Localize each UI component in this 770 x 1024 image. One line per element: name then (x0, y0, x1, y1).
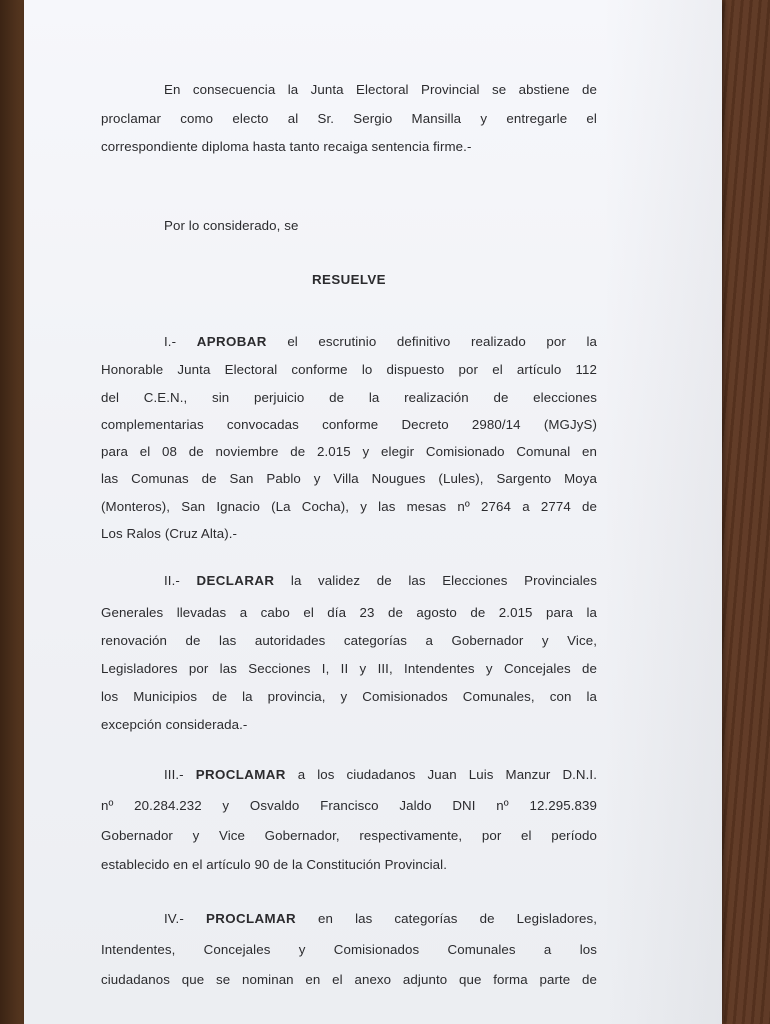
item-number: III.- (164, 767, 184, 782)
item-line: Generales llevadas a cabo el día 23 de agosto de 2.015 para la (101, 605, 597, 620)
item-verb: DECLARAR (196, 573, 275, 588)
item-verb: PROCLAMAR (205, 911, 296, 926)
item-line: los Municipios de la provincia, y Comisionados Comunales, con la (101, 689, 597, 704)
item-line: renovación de las autoridades categorías a Gobernador y Vice, (101, 633, 597, 648)
item-line: complementarias convocadas conforme Decreto 2980/14 (MGJyS) (101, 417, 597, 432)
resolution-heading: RESUELVE (312, 272, 386, 287)
item-line: Honorable Junta Electoral conforme lo dispuesto por el artículo 112 (101, 362, 597, 377)
item-first-line (164, 911, 597, 927)
desk-surface (0, 0, 26, 1024)
item-line: ciudadanos que se nominan en el anexo adjunto que forma parte de (101, 972, 597, 987)
item-first-line-text: en las categorías de Legisladores, (318, 911, 598, 926)
item-number: II.- (164, 573, 180, 588)
item-line: excepción considerada.- (101, 717, 248, 732)
item-line: Legisladores por las Secciones I, II y III, Intendentes y Concejales de (101, 661, 597, 676)
item-line: (Monteros), San Ignacio (La Cocha), y las mesas nº 2764 a 2774 de (101, 499, 597, 514)
item-line: para el 08 de noviembre de 2.015 y elegir Comisionado Comunal en (101, 444, 597, 459)
document-page (24, 0, 722, 1024)
item-line: Los Ralos (Cruz Alta).- (101, 526, 238, 541)
item-first-line-text: a los ciudadanos Juan Luis Manzur D.N.I. (297, 767, 598, 782)
item-verb: PROCLAMAR (195, 767, 286, 782)
item-line: Intendentes, Concejales y Comisionados Comunales a los (101, 942, 597, 957)
item-line: del C.E.N., sin perjuicio de la realización de elecciones (101, 390, 597, 405)
considered-line: Por lo considerado, se (164, 218, 299, 233)
item-first-line-text: la validez de las Elecciones Provinciales (290, 573, 597, 588)
item-line: las Comunas de San Pablo y Villa Nougues (Lules), Sargento Moya (101, 471, 597, 486)
intro-line: En consecuencia la Junta Electoral Provincial se abstiene de (164, 82, 597, 97)
item-line: nº 20.284.232 y Osvaldo Francisco Jaldo DNI nº 12.295.839 (101, 798, 597, 813)
intro-line: correspondiente diploma hasta tanto recaiga sentencia firme.- (101, 139, 472, 154)
item-first-line (164, 573, 597, 589)
item-line: Gobernador y Vice Gobernador, respectivamente, por el período (101, 828, 597, 843)
item-number: I.- (164, 334, 177, 349)
item-first-line-text: el escrutinio definitivo realizado por la (287, 334, 598, 349)
item-verb: APROBAR (196, 334, 267, 349)
item-first-line (164, 767, 597, 783)
intro-line: proclamar como electo al Sr. Sergio Mansilla y entregarle el (101, 111, 597, 126)
item-first-line (164, 334, 597, 350)
item-line: establecido en el artículo 90 de la Constitución Provincial. (101, 857, 448, 872)
item-number: IV.- (164, 911, 184, 926)
